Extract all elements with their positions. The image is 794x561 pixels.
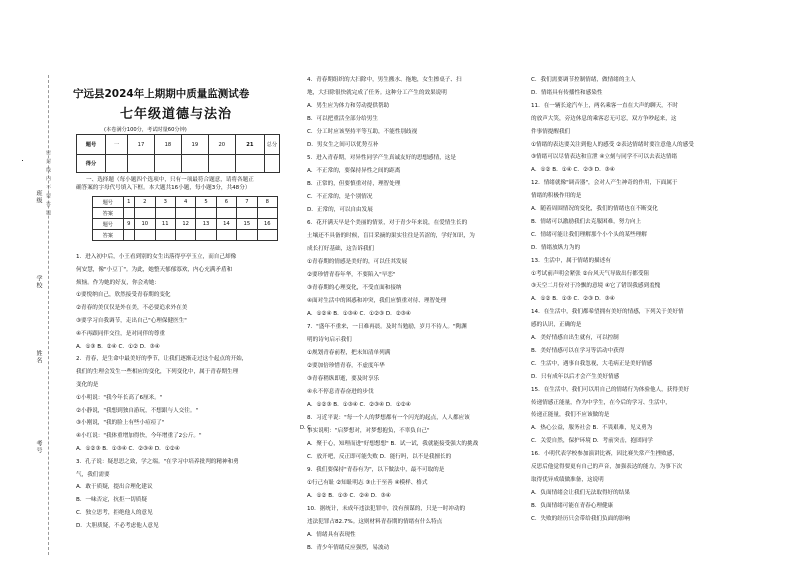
class-label: 班级 xyxy=(35,190,42,204)
grid-cell: 15 xyxy=(237,219,257,230)
score-entry[interactable] xyxy=(127,155,154,173)
question-line: C．独立思考，拒绝他人的意见 xyxy=(76,510,153,516)
score-entry[interactable] xyxy=(235,155,264,173)
section1-intro-line: 一、选择题（每小题四个选项中，只有一项最符合题意，请将各题正 xyxy=(86,177,254,183)
grid-cell: 9 xyxy=(123,219,135,230)
question-line: ①小明说："我今年长高了6厘米。" xyxy=(76,394,163,401)
score-cell: 得分 xyxy=(77,155,106,173)
question-line: 2．青春，是生命中最美好的季节，让我们逐渐走过这个起点的开始， xyxy=(76,356,248,363)
score-cell: 18 xyxy=(154,135,181,155)
question-line: ①考试前声明会紧张 ②台风天气导致出行都受阻 xyxy=(531,270,650,277)
question-line: B．可以把重活全部分给男生 xyxy=(307,116,378,122)
score-entry[interactable] xyxy=(106,155,128,173)
grid-cell: 5 xyxy=(196,197,216,208)
question-line: 12．情绪就像"调音器"，会对人产生神奇的作用，下面属于 xyxy=(531,180,678,187)
question-line: ①行己有耻 ②知耻明志 ③止于至善 ④模样、格式 xyxy=(307,480,428,486)
question-line: 传递情感正能量，作为中学生，在今后的学习、生活中， xyxy=(531,399,671,406)
question-line: C．情绪可能让我们理解那个小个头的某些理解 xyxy=(531,231,647,238)
grid-cell: 1 xyxy=(123,197,135,208)
question-line: A．随着周围情况的变化，我们的情绪也在不断变化 xyxy=(531,206,658,212)
question-line: A．①② B．①③ C．②③ D．③④ xyxy=(531,296,615,303)
question-line: ②小静说，"我想到独自游玩，不想跟与人交往。" xyxy=(76,407,199,414)
score-table xyxy=(76,134,280,173)
question-line: ②青春的美仅仅是外在美，不必要追求外在美 xyxy=(76,305,188,312)
exam-note: (本卷满分100分，考试时量60分钟) xyxy=(104,127,187,133)
question-line: 情绪的积极作用的是 xyxy=(531,193,582,200)
question-line: C．分工时应该坚持平等互助，不能性别歧视 xyxy=(307,129,418,135)
name-label: 姓名 xyxy=(35,350,42,364)
question-line: A．①② B．①③ C．②④ D．③④ xyxy=(307,493,391,499)
section1-intro-line: 确答案的字母代号填入下框。本大题共16小题，每小题3分，共48分） xyxy=(76,185,251,191)
question-line: A．①②③ B．①③④ C．②③④ D．①②④ xyxy=(76,446,180,452)
grid-cell: 13 xyxy=(196,219,216,230)
question-line: 5．进入青春期，对异性同学产生真诚友好的思想感情，这是 xyxy=(307,155,456,161)
score-cell: 总分 xyxy=(265,135,280,155)
examno-label: 考号 xyxy=(35,440,42,454)
question-line: ①青春期的情感是美好的，可以任其发展 xyxy=(307,259,408,265)
question-line: 气，我们需要 xyxy=(76,471,110,478)
score-cell: 20 xyxy=(208,135,235,155)
grid-cell: 题号 xyxy=(93,219,124,230)
question-line: A．男生应为体力和劳动提供帮助 xyxy=(307,103,390,109)
grid-cell: 11 xyxy=(155,219,175,230)
question-line: A．负面情绪会让我们无法取得好的结果 xyxy=(531,489,630,496)
answer-entry[interactable] xyxy=(123,208,135,219)
question-line: 4．青春期组织的大扫除中，男生搬水、拖地，女生擦桌子、扫 xyxy=(307,77,462,83)
answer-entry[interactable] xyxy=(175,208,195,219)
question-line: ①情绪的表达要关注到他人的感受 ②表达情绪时要注意他人的感受 xyxy=(531,141,694,148)
question-line: ④小红说："我体重增加得快，今年增重了2公斤。" xyxy=(76,433,202,440)
question-line: A．①②③ B．①③④ C．②③④ D．①②④ xyxy=(307,402,411,408)
score-entry[interactable] xyxy=(265,155,280,173)
question-line: 13．生活中，属于情绪的描述有 xyxy=(531,257,611,264)
question-line: A．热心公益，服务社会 B．不畏艰难，见义勇为 xyxy=(531,425,653,432)
question-line: B．一味否定，抗拒一切质疑 xyxy=(76,497,147,504)
answer-entry[interactable] xyxy=(135,208,155,219)
question-line: 取得优异成绩做准备，这说明 xyxy=(531,476,604,483)
question-line: D．正常的，可以自由发展 xyxy=(307,207,373,213)
score-entry[interactable] xyxy=(208,155,235,173)
question-line: ③青春稍纵即逝，要及时享乐 xyxy=(307,376,380,382)
question-line: 事实说明："启梦想对，对梦想抱负，不辜负自己" xyxy=(307,428,430,434)
grid-cell: 7 xyxy=(237,197,257,208)
question-line: A．不正常的，要保持异性之间的距离 xyxy=(307,168,401,174)
exam-subtitle: 七年级道德与法治 xyxy=(120,107,233,122)
question-line: 何安慧，像"小豆丁"。为此，她整天郁郁寡欢，内心充满矛盾和 xyxy=(76,266,233,273)
question-line: 9．我们要保持"青春有为"，以下做法中，最不可取的是 xyxy=(307,467,445,473)
answer-entry[interactable] xyxy=(237,230,257,241)
answer-entry[interactable] xyxy=(237,208,257,219)
question-line: 14．在生活中，我们都希望拥有美好的情感，下列关于美好情 xyxy=(531,309,684,316)
question-line: B．青少年情绪反应强烈，易波动 xyxy=(307,545,390,551)
seal-line xyxy=(48,75,49,555)
question-line: C．放开吧，反正即可能失败 D．能行吗，以不是我擅长的 xyxy=(307,454,452,460)
question-line: ④永不停息青春奋进的步伐 xyxy=(307,389,374,395)
grid-cell: 题号 xyxy=(93,197,124,208)
question-line: 烦恼。作为她的好友，你会劝她： xyxy=(76,279,160,286)
grid-cell: 4 xyxy=(175,197,195,208)
answer-entry[interactable] xyxy=(216,230,236,241)
question-line: 10．据统计，未成年违法犯罪中，没有预谋的，只是一时冲动的 xyxy=(307,506,466,512)
question-line: 的放声大笑，旁边休息的乘客忍无可忍，双方争吵起来，这 xyxy=(531,115,677,122)
grid-cell: 答案 xyxy=(93,230,124,241)
question-line: ④不再跟同伴交往，是对同伴的尊重 xyxy=(76,330,165,337)
answer-entry[interactable] xyxy=(123,230,135,241)
question-line: ③要学习自我调节，走出自己"心理保健医生" xyxy=(76,318,187,324)
grid-cell: 14 xyxy=(216,219,236,230)
answer-entry[interactable] xyxy=(257,230,277,241)
score-entry[interactable] xyxy=(154,155,181,173)
question-line: ④面对生活中的困惑和冲突，我们应慎重对待、理智处理 xyxy=(307,298,447,304)
score-cell: 一 xyxy=(106,135,128,155)
question-line: 3．孔子说：疑思思之致，学之端。"在学习中培养批判的精神和勇 xyxy=(76,458,239,465)
question-line: A．①③ B．②④ C．①② D．③④ xyxy=(76,343,160,350)
question-line: C．生活中，遇事自我忽视，大毛病正是美好情感 xyxy=(531,360,653,367)
stray-options: D. C xyxy=(300,425,311,431)
question-line: 1．进入初中后，小王看到别的女生出落得亭亭玉立，而自己却像 xyxy=(76,254,237,260)
score-entry[interactable] xyxy=(181,155,208,173)
question-line: 变化的是 xyxy=(76,382,99,388)
grid-cell: 10 xyxy=(135,219,155,230)
question-line: C．关爱自然，保护环境 D．考前突击，抱团同学 xyxy=(531,438,653,445)
question-line: D．情绪放纵力为的 xyxy=(531,244,581,251)
exam-title: 宁远县2024年上期期中质量监测试卷 xyxy=(73,88,250,100)
question-line: ①规划青春前程，把未知清单列满 xyxy=(307,350,391,356)
question-line: ③情绪可以尽情表达和宣泄 ④立刻与同学不可以去表达情绪 xyxy=(531,154,678,161)
question-line: B．正常的，但要慎重对待，理智处理 xyxy=(307,181,401,187)
score-cell: 题号 xyxy=(77,135,106,155)
answer-entry[interactable] xyxy=(155,208,175,219)
question-line: 土壤还不具备的时候，盲目采摘的果实往往是苦涩的，学好知识，为 xyxy=(307,233,475,239)
question-line: 件事情提醒我们 xyxy=(531,128,571,135)
cut-line-text: 密 封 线 内 不 要 答 题 xyxy=(45,150,51,217)
answer-grid xyxy=(92,196,278,241)
question-line: D．情绪具有传播性和感染性 xyxy=(531,89,603,96)
question-line: A．敢于质疑，提出合理化建议 xyxy=(76,484,153,491)
answer-entry[interactable] xyxy=(135,230,155,241)
question-line: A．聚于心，知理而进"好想想想" B．试一试，我就能接受强大的挑战 xyxy=(307,441,479,447)
grid-cell: 6 xyxy=(216,197,236,208)
question-line: 15．在生活中，我们可以用自己的情绪行为体验他人，获得美好 xyxy=(531,386,690,393)
question-line: 7．"盛年不重来，一日难再晨。及时当勉励，岁月不待人。"陶渊 xyxy=(307,324,467,330)
grid-cell: 12 xyxy=(175,219,195,230)
question-line: 8．习近平说："每一个人的梦想都有一个闪光的起点，人人都应该 xyxy=(307,415,470,421)
answer-entry[interactable] xyxy=(196,230,216,241)
question-line: D．男女生之间可以优势互补 xyxy=(307,142,379,148)
grid-cell: 2 xyxy=(135,197,155,208)
question-line: 传递正能量，我们不应该做的是 xyxy=(531,412,610,419)
question-line: C．我们需要调节控制情绪，做情绪的主人 xyxy=(531,77,636,83)
question-line: 地，大扫除很快就完成了任务。这种分工产生的效果说明 xyxy=(307,90,447,96)
question-line: A．①②④ B．①③④ C．①②③ D．②③④ xyxy=(307,311,411,317)
answer-entry[interactable] xyxy=(155,230,175,241)
answer-entry[interactable] xyxy=(175,230,195,241)
question-line: ②要加倍珍惜青春，不虚度年华 xyxy=(307,363,385,369)
answer-entry[interactable] xyxy=(257,208,277,219)
question-line: D．只有成年以后才会产生美好情感 xyxy=(531,373,620,380)
grid-cell: 3 xyxy=(155,197,175,208)
question-line: ③天空二月份对于冷飘的意境 ④它了错误我感到羞愧 xyxy=(531,283,661,290)
question-line: B．美好情感可以在学习等活动中获得 xyxy=(531,347,625,354)
class-line xyxy=(22,160,23,161)
question-line: 违法犯罪占82.7%。这则材料青春期的情绪有什么特点 xyxy=(307,519,443,525)
question-line: B．负面情绪可能在青春心理健康 xyxy=(531,502,614,509)
question-line: 6．花开满天早是个美丽的情景，对于青少年来说，在爱情生长的 xyxy=(307,220,468,226)
question-line: D．大胆质疑，不必考虑他人意见 xyxy=(76,522,159,529)
score-cell: 21 xyxy=(235,135,264,155)
question-line: ③小刚说，"我的脸上有些小痘痘了" xyxy=(76,420,165,427)
school-label: 学校 xyxy=(35,275,42,289)
question-line: 明的诗句启示我们 xyxy=(307,337,352,343)
grid-cell: 16 xyxy=(257,219,277,230)
question-line: C．不正常的，是个别情况 xyxy=(307,194,373,200)
question-line: A．①② B．①④ C．②③ D．③④ xyxy=(531,167,615,174)
grid-cell: 答案 xyxy=(93,208,124,219)
question-line: A．美好情感自出生就有，可以控制 xyxy=(531,335,619,341)
question-line: C．失败的经历只会带给我们负面的影响 xyxy=(531,515,631,522)
question-line: 11．在一辆长途汽车上，两名乘客一直在大声的聊天，不时 xyxy=(531,102,678,109)
answer-entry[interactable] xyxy=(216,208,236,219)
grid-cell: 8 xyxy=(257,197,277,208)
score-cell: 17 xyxy=(127,135,154,155)
question-line: ①要悦纳自己，欣然接受青春期的变化 xyxy=(76,292,171,299)
question-line: 16．小明代表学校参加演讲比赛，因比赛失常产生挫败感， xyxy=(531,451,678,458)
question-line: ③青春期的心理变化，不受直面和接纳 xyxy=(307,285,402,291)
question-line: ②要珍惜青春年华，不要陷入"早恋" xyxy=(307,272,396,278)
question-line: 我们的生理会发生一些相应的变化，下列变化中，属于青春期生理 xyxy=(76,369,239,376)
question-line: 感的认识，正确的是 xyxy=(531,322,582,329)
question-line: A．情绪具有表现性 xyxy=(307,532,356,538)
question-line: B．情绪可以激励我们去克服困难，努力向上 xyxy=(531,218,642,225)
answer-entry[interactable] xyxy=(196,208,216,219)
question-line: 反思后他觉得要更有自己的声音，加强表达的能力，为事下次 xyxy=(531,464,683,470)
question-line: 成长打好基础，这告诉我们 xyxy=(307,246,375,252)
score-cell: 19 xyxy=(181,135,208,155)
